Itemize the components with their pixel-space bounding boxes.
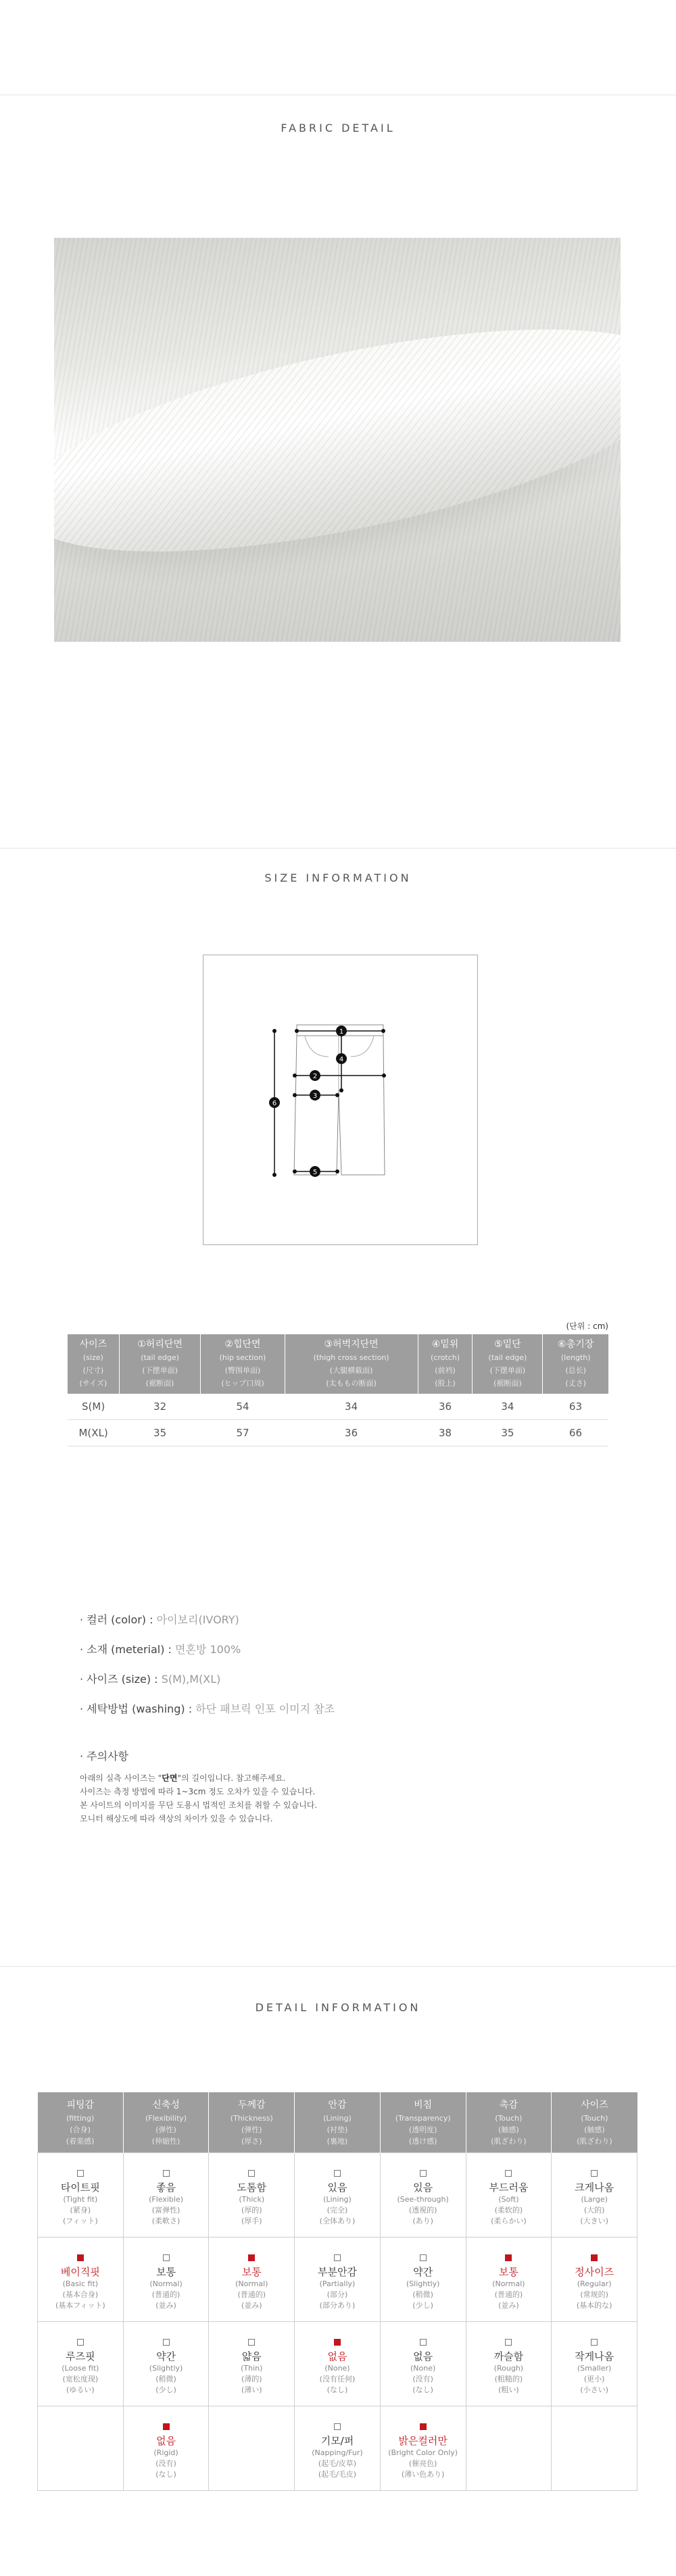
detail-cell <box>38 2406 124 2491</box>
diagram-label-1: 1 <box>339 1028 344 1036</box>
detail-cell-label: 까슬함 <box>493 2350 524 2363</box>
detail-cell-label: 타이트핏 <box>60 2181 100 2194</box>
detail-cell-sub: (柔軟さ) <box>151 2217 180 2225</box>
detail-header-sub: (厚さ) <box>241 2137 262 2146</box>
detail-cell-sub: (Soft) <box>498 2195 519 2204</box>
detail-cell <box>123 2406 209 2491</box>
detail-cell <box>552 2406 637 2491</box>
detail-cell <box>552 2238 637 2322</box>
detail-header-sub: (伸縮性) <box>151 2137 180 2146</box>
detail-header-5 <box>466 2092 552 2153</box>
detail-cell-sub: (催亮色) <box>408 2459 437 2468</box>
detail-cell-label: 부드러움 <box>489 2181 529 2194</box>
detail-header-sub: (fitting) <box>66 2114 95 2123</box>
detail-cell-sub: (少し) <box>412 2301 433 2310</box>
detail-cell <box>123 2238 209 2322</box>
table-cell: 54 <box>201 1394 285 1420</box>
detail-header-label: 사이즈 <box>581 2100 608 2111</box>
detail-cell-sub: (None) <box>410 2364 436 2373</box>
detail-cell-label: 밝은컬러만 <box>398 2435 448 2447</box>
detail-cell-label: 보통 <box>156 2266 176 2278</box>
detail-cell-sub: (なし) <box>327 2385 348 2394</box>
rise-header: ④밑위 (crotch) (前裆) (股上) <box>418 1334 473 1394</box>
table-cell: 57 <box>201 1420 285 1446</box>
unchecked-box-icon <box>163 2254 170 2261</box>
detail-header-label: 비침 <box>414 2100 433 2111</box>
detail-cell-sub: (薄い色あり) <box>401 2470 445 2479</box>
table-cell: 36 <box>285 1420 418 1446</box>
detail-cell-label: 보통 <box>241 2266 262 2278</box>
checked-box-icon <box>248 2254 255 2261</box>
size-table <box>68 1334 608 1446</box>
detail-header-sub: (Thickness) <box>230 2114 273 2123</box>
detail-cell-label: 약간 <box>413 2266 433 2278</box>
detail-header-3 <box>295 2092 381 2153</box>
detail-cell <box>295 2238 381 2322</box>
detail-cell-sub: (Napping/Fur) <box>312 2448 363 2457</box>
unchecked-box-icon <box>163 2339 170 2346</box>
detail-cell-sub: (富弹性) <box>151 2206 180 2215</box>
detail-cell-sub: (基本合身) <box>62 2290 99 2299</box>
caution-title: · 주의사항 <box>80 1750 128 1763</box>
detail-information-heading: DETAIL INFORMATION <box>255 2001 421 2014</box>
detail-header-sub: (弹性) <box>241 2125 262 2134</box>
detail-cell-sub: (没有任何) <box>319 2375 356 2383</box>
size-information-heading: SIZE INFORMATION <box>264 872 412 884</box>
size-row-m <box>68 1420 608 1446</box>
detail-cell-sub: (基本的な) <box>576 2301 612 2310</box>
info-size: · 사이즈 (size) : S(M),M(XL) <box>80 1673 221 1686</box>
table-cell: 34 <box>473 1394 543 1420</box>
detail-row <box>38 2406 637 2491</box>
detail-cell-sub: (宽松度现) <box>62 2375 99 2383</box>
detail-header-sub: (触感) <box>498 2125 519 2134</box>
detail-cell-label: 부분안감 <box>317 2266 357 2278</box>
detail-cell <box>209 2406 295 2491</box>
detail-header-2 <box>209 2092 295 2153</box>
checked-box-icon <box>591 2254 598 2261</box>
detail-cell-sub: (Smaller) <box>577 2364 612 2373</box>
detail-cell-sub: (部分) <box>327 2290 348 2299</box>
detail-cell-sub: (Partially) <box>319 2279 356 2288</box>
product-info-list <box>80 1605 335 1724</box>
detail-cell <box>466 2238 552 2322</box>
table-cell: 35 <box>119 1420 201 1446</box>
detail-cell <box>38 2238 124 2322</box>
table-cell: 66 <box>543 1420 608 1446</box>
detail-cell-label: 약간 <box>156 2350 176 2363</box>
table-cell: 35 <box>473 1420 543 1446</box>
detail-header-sub: (Touch) <box>581 2114 608 2123</box>
detail-cell <box>295 2406 381 2491</box>
detail-cell-sub: (並み) <box>498 2301 519 2310</box>
detail-header-label: 신축성 <box>152 2100 180 2111</box>
detail-row <box>38 2153 637 2238</box>
detail-cell-sub: (粗い) <box>498 2385 519 2394</box>
detail-cell-sub: (全体あり) <box>319 2217 356 2225</box>
detail-cell-sub: (薄的) <box>241 2375 262 2383</box>
detail-cell-sub: (没有) <box>412 2375 433 2383</box>
detail-cell-label: 없음 <box>156 2435 176 2447</box>
detail-cell-label: 정사이즈 <box>575 2266 614 2278</box>
detail-cell <box>123 2322 209 2406</box>
detail-cell-sub: (大きい) <box>580 2217 608 2225</box>
detail-header-4 <box>380 2092 466 2153</box>
detail-cell-sub: (少し) <box>155 2385 176 2394</box>
detail-cell-sub: (粗糙的) <box>494 2375 523 2383</box>
unchecked-box-icon <box>248 2339 255 2346</box>
detail-cell-sub: (Regular) <box>577 2279 612 2288</box>
unit-label: (단위 : cm) <box>566 1321 608 1331</box>
detail-header-sub: (Lining) <box>323 2114 352 2123</box>
thigh-header: ③허벅지단면 (thigh cross section) (大腿横截面) (太ももの断面) <box>285 1334 418 1394</box>
detail-header-sub: (弹性) <box>155 2125 176 2134</box>
checked-box-icon <box>505 2254 512 2261</box>
detail-cell-sub: (Thick) <box>239 2195 265 2204</box>
fabric-fold-shape <box>54 284 621 597</box>
detail-cell-label: 루즈핏 <box>66 2350 95 2363</box>
detail-cell-sub: (透視的) <box>408 2206 437 2215</box>
detail-header-0 <box>38 2092 124 2153</box>
detail-header-sub: (肌ざわり) <box>491 2137 527 2146</box>
detail-cell-label: 없음 <box>327 2350 347 2363</box>
info-washing: · 세탁방법 (washing) : 하단 패브릭 인포 이미지 참조 <box>80 1702 335 1715</box>
size-row-s <box>68 1394 608 1420</box>
table-cell: 38 <box>418 1420 473 1446</box>
table-cell: S(M) <box>68 1394 119 1420</box>
detail-cell <box>466 2322 552 2406</box>
unchecked-box-icon <box>420 2170 427 2177</box>
detail-cell-label: 있음 <box>327 2181 347 2194</box>
fabric-photo <box>54 238 621 642</box>
detail-cell-sub: (Large) <box>581 2195 608 2204</box>
detail-cell-sub: (普通的) <box>494 2290 523 2299</box>
detail-cell-sub: (部分あり) <box>319 2301 356 2310</box>
detail-cell-sub: (没有) <box>155 2459 176 2468</box>
section-divider-2 <box>0 1966 676 1967</box>
detail-cell-label: 얇음 <box>241 2350 262 2363</box>
unchecked-box-icon <box>505 2170 512 2177</box>
section-divider-1 <box>0 848 676 849</box>
detail-cell-sub: (Normal) <box>235 2279 268 2288</box>
unchecked-box-icon <box>334 2423 341 2430</box>
detail-cell <box>209 2322 295 2406</box>
detail-cell <box>38 2322 124 2406</box>
detail-cell-sub: (Slightly) <box>406 2279 440 2288</box>
detail-row <box>38 2238 637 2322</box>
detail-cell-sub: (常规的) <box>580 2290 608 2299</box>
detail-header-label: 피팅감 <box>66 2100 94 2111</box>
detail-header-label: 안감 <box>328 2100 347 2111</box>
table-cell: 32 <box>119 1394 201 1420</box>
detail-cell-sub: (ゆるい) <box>66 2385 95 2394</box>
checked-box-icon <box>334 2339 341 2346</box>
detail-cell-sub: (Tight fit) <box>63 2195 98 2204</box>
detail-cell-sub: (完全) <box>327 2206 348 2215</box>
caution-notes <box>80 1748 317 1825</box>
detail-cell-sub: (稍微) <box>412 2290 433 2299</box>
detail-cell <box>123 2153 209 2238</box>
detail-cell-sub: (更小) <box>583 2375 605 2383</box>
diagram-label-6: 6 <box>272 1100 277 1107</box>
detail-cell-sub: (起毛/皮草) <box>318 2459 357 2468</box>
fabric-detail-heading: FABRIC DETAIL <box>281 122 395 134</box>
hem-header: ⑤밑단 (tail edge) (下摆单面) (裾断面) <box>473 1334 543 1394</box>
detail-cell-sub: (起毛/毛皮) <box>318 2470 357 2479</box>
detail-table <box>37 2092 637 2491</box>
detail-header-sub: (Transparency) <box>395 2114 451 2123</box>
detail-cell-sub: (小さい) <box>580 2385 608 2394</box>
detail-header-1 <box>123 2092 209 2153</box>
caution-line-4: 모니터 해상도에 따라 색상의 차이가 있을 수 있습니다. <box>80 1814 273 1823</box>
checked-box-icon <box>420 2423 427 2430</box>
detail-cell-label: 좋음 <box>156 2181 176 2194</box>
detail-header-sub: (Flexibility) <box>145 2114 187 2123</box>
detail-cell-label: 있음 <box>413 2181 433 2194</box>
hip-header: ②힙단면 (hip section) (臀围单面) (ヒップ口周) <box>201 1334 285 1394</box>
info-color: · 컬러 (color) : 아이보리(IVORY) <box>80 1613 239 1626</box>
detail-cell <box>209 2153 295 2238</box>
unchecked-box-icon <box>77 2170 84 2177</box>
detail-cell-label: 작게나옴 <box>575 2350 614 2363</box>
detail-cell-sub: (基本フィット) <box>55 2301 105 2310</box>
detail-header-sub: (透け感) <box>408 2137 437 2146</box>
unchecked-box-icon <box>591 2339 598 2346</box>
detail-cell-label: 크게나옴 <box>575 2181 614 2194</box>
detail-cell <box>380 2406 466 2491</box>
detail-cell <box>380 2322 466 2406</box>
detail-header-6 <box>552 2092 637 2153</box>
detail-cell-sub: (None) <box>324 2364 350 2373</box>
detail-cell-sub: (稍微) <box>155 2375 176 2383</box>
unchecked-box-icon <box>591 2170 598 2177</box>
unchecked-box-icon <box>334 2254 341 2261</box>
unchecked-box-icon <box>420 2339 427 2346</box>
detail-header-sub: (裏地) <box>327 2137 348 2146</box>
detail-cell-label: 베이직핏 <box>60 2266 100 2278</box>
detail-header-sub: (Touch) <box>495 2114 523 2123</box>
detail-cell-sub: (Rough) <box>493 2364 524 2373</box>
detail-cell-label: 기모/퍼 <box>320 2435 354 2447</box>
caution-line-3: 본 사이트의 이미지를 무단 도용시 법적인 조치를 취할 수 있습니다. <box>80 1800 318 1810</box>
size-table-header-row <box>68 1334 608 1394</box>
diagram-label-5: 5 <box>312 1169 318 1176</box>
detail-cell-sub: (普通的) <box>237 2290 266 2299</box>
detail-cell-sub: (厚手) <box>241 2217 262 2225</box>
detail-cell-sub: (薄い) <box>241 2385 262 2394</box>
waist-header: ①허리단면 (tail edge) (下摆单面) (裾断面) <box>119 1334 201 1394</box>
unchecked-box-icon <box>505 2339 512 2346</box>
detail-cell-sub: (大的) <box>583 2206 605 2215</box>
detail-cell-sub: (フィット) <box>63 2217 98 2225</box>
table-cell: 34 <box>285 1394 418 1420</box>
table-cell: M(XL) <box>68 1420 119 1446</box>
unchecked-box-icon <box>420 2254 427 2261</box>
detail-table-body <box>38 2153 637 2491</box>
detail-cell <box>38 2153 124 2238</box>
detail-cell-sub: (See-through) <box>397 2195 449 2204</box>
detail-cell <box>552 2153 637 2238</box>
detail-header-sub: (触感) <box>584 2125 605 2134</box>
detail-cell <box>552 2322 637 2406</box>
unchecked-box-icon <box>77 2339 84 2346</box>
detail-header-sub: (衬垫) <box>327 2125 348 2134</box>
detail-cell-label: 없음 <box>413 2350 433 2363</box>
diagram-label-2: 2 <box>312 1073 318 1080</box>
diagram-label-3: 3 <box>312 1092 318 1100</box>
detail-cell-sub: (Lining) <box>323 2195 352 2204</box>
detail-cell-label: 도톰함 <box>237 2181 266 2194</box>
detail-header-label: 촉감 <box>499 2100 518 2111</box>
info-material: · 소재 (meterial) : 면혼방 100% <box>80 1643 241 1656</box>
detail-cell-sub: (普通的) <box>151 2290 180 2299</box>
detail-cell-sub: (厚的) <box>241 2206 262 2215</box>
unchecked-box-icon <box>248 2170 255 2177</box>
checked-box-icon <box>77 2254 84 2261</box>
detail-header-sub: (肌ざわり) <box>577 2137 612 2146</box>
detail-cell-sub: (柔らかい) <box>491 2217 527 2225</box>
detail-cell <box>209 2238 295 2322</box>
detail-cell-sub: (紧身) <box>70 2206 91 2215</box>
detail-cell <box>380 2153 466 2238</box>
detail-cell <box>295 2322 381 2406</box>
detail-cell-sub: (なし) <box>412 2385 433 2394</box>
detail-header-sub: (着楽感) <box>66 2137 95 2146</box>
pants-diagram-svg <box>203 955 477 1244</box>
detail-cell <box>295 2153 381 2238</box>
detail-header-label: 두께감 <box>237 2100 266 2111</box>
detail-cell-sub: (Flexible) <box>149 2195 184 2204</box>
detail-cell <box>466 2153 552 2238</box>
detail-cell-label: 보통 <box>498 2266 518 2278</box>
detail-cell <box>380 2238 466 2322</box>
detail-cell-sub: (並み) <box>155 2301 176 2310</box>
detail-cell-sub: (Slightly) <box>149 2364 183 2373</box>
unchecked-box-icon <box>334 2170 341 2177</box>
detail-cell-sub: (あり) <box>412 2217 433 2225</box>
size-header: 사이즈 (size) (尺寸) (サイズ) <box>68 1334 119 1394</box>
detail-cell-sub: (Thin) <box>241 2364 263 2373</box>
detail-header-row <box>38 2092 637 2153</box>
diagram-label-4: 4 <box>339 1056 344 1063</box>
unchecked-box-icon <box>163 2170 170 2177</box>
detail-cell-sub: (Bright Color Only) <box>388 2448 458 2457</box>
caution-line-1: 아래의 실측 사이즈는 "단면"의 길이입니다. 참고해주세요. <box>80 1773 286 1783</box>
detail-row <box>38 2322 637 2406</box>
checked-box-icon <box>163 2423 170 2430</box>
caution-line-2: 사이즈는 측정 방법에 따라 1~3cm 정도 오차가 있을 수 있습니다. <box>80 1787 316 1796</box>
detail-cell-sub: (Normal) <box>149 2279 183 2288</box>
length-header: ⑥총기장 (length) (总长) (丈さ) <box>543 1334 608 1394</box>
detail-header-sub: (合身) <box>70 2125 91 2134</box>
table-cell: 36 <box>418 1394 473 1420</box>
detail-cell-sub: (なし) <box>155 2470 176 2479</box>
detail-cell-sub: (並み) <box>241 2301 262 2310</box>
pants-size-diagram <box>203 955 478 1245</box>
detail-cell-sub: (Rigid) <box>153 2448 178 2457</box>
detail-cell-sub: (Loose fit) <box>62 2364 99 2373</box>
detail-header-sub: (透明度) <box>408 2125 437 2134</box>
detail-cell-sub: (Normal) <box>492 2279 525 2288</box>
detail-cell-sub: (Basic fit) <box>62 2279 99 2288</box>
table-cell: 63 <box>543 1394 608 1420</box>
detail-cell <box>466 2406 552 2491</box>
detail-cell-sub: (柔软的) <box>494 2206 523 2215</box>
